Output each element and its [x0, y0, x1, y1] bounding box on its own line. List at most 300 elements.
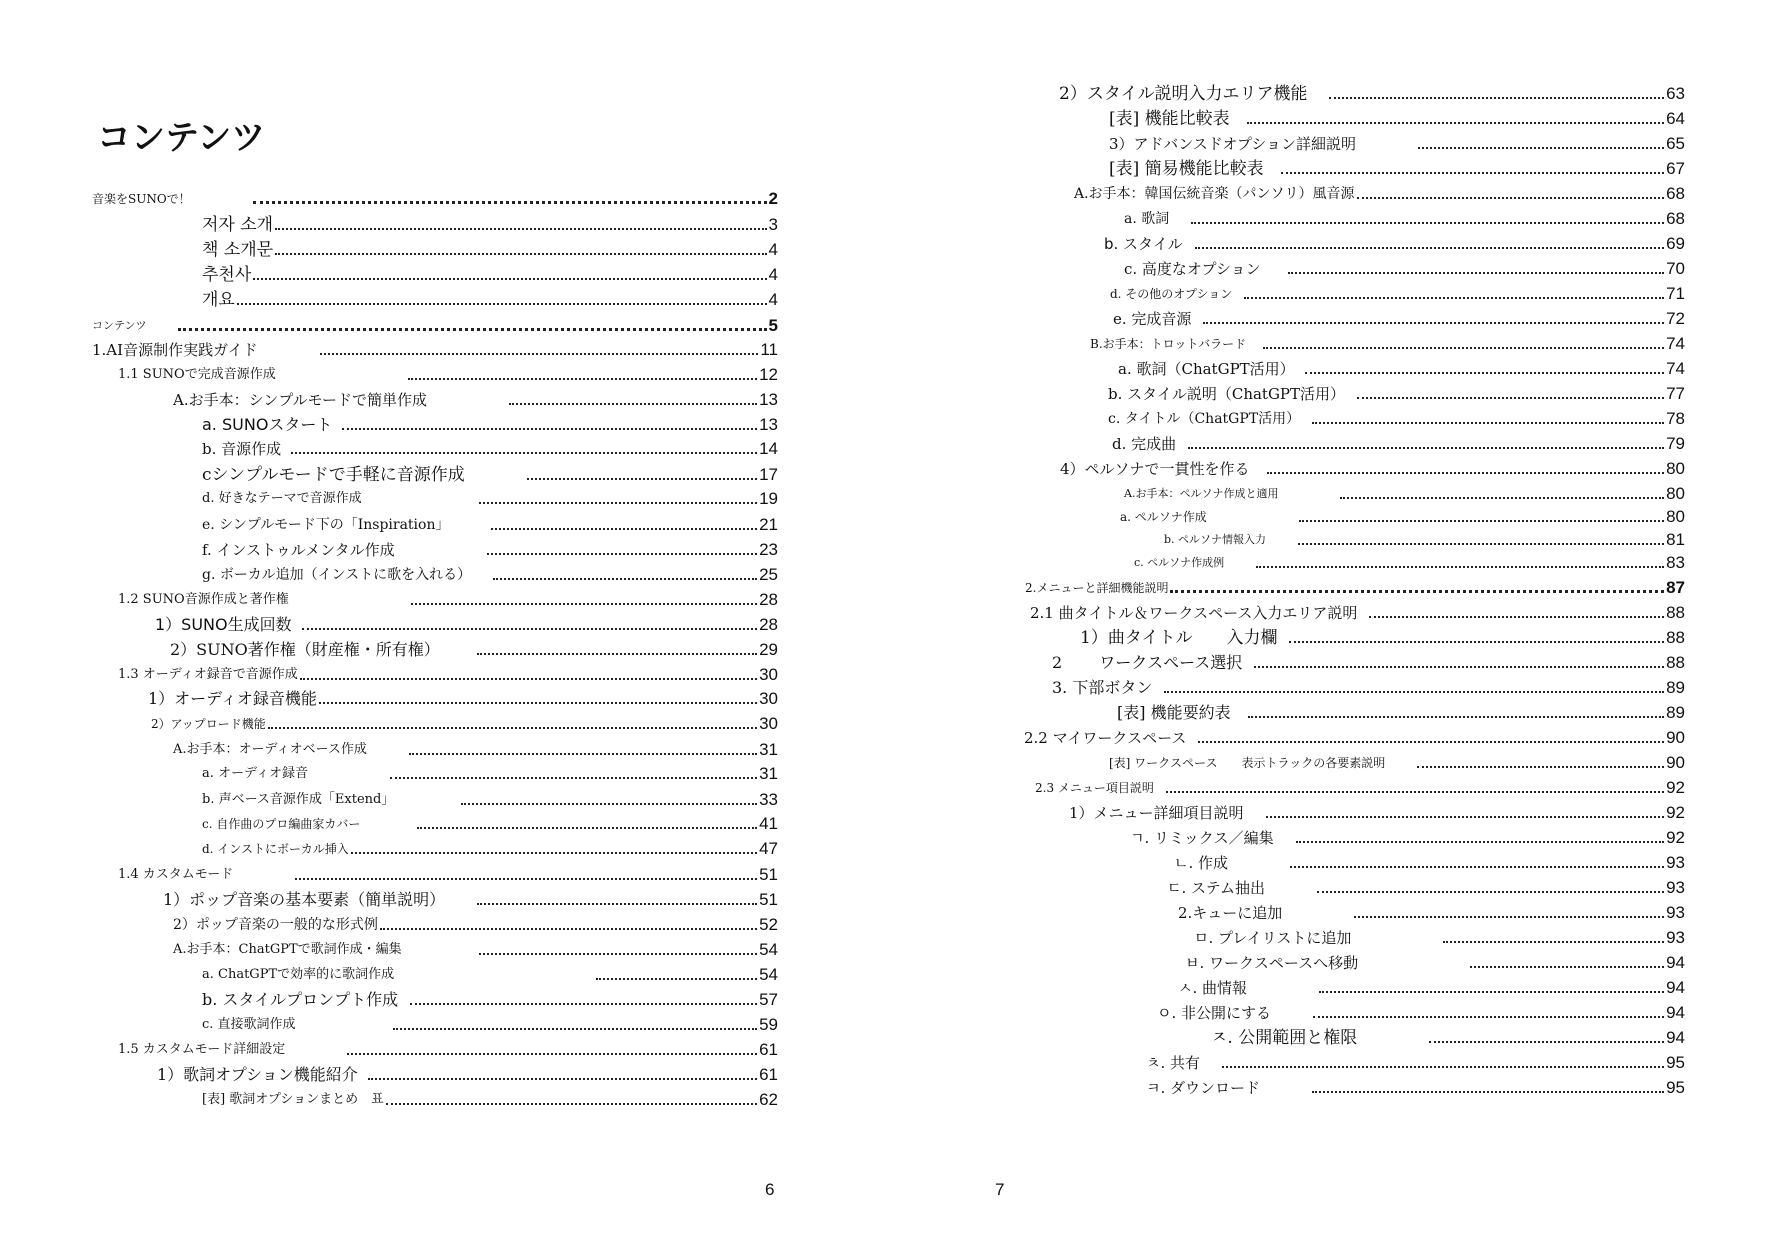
toc-entry[interactable]	[155, 611, 778, 635]
toc-entry-title: b. スタイル	[1104, 235, 1183, 253]
toc-entry[interactable]	[202, 810, 778, 834]
toc-page-number: 95	[1666, 1078, 1685, 1097]
toc-entry-title: 2.3 メニュー項目説明	[1035, 781, 1154, 795]
toc-dot-leader	[380, 928, 757, 930]
toc-entry[interactable]	[1110, 280, 1685, 304]
toc-entry[interactable]	[202, 536, 778, 560]
toc-entry[interactable]	[173, 936, 778, 960]
toc-entry-title: 1.3 オーディオ録音で音源作成	[118, 667, 298, 682]
toc-entry-title: a. SUNOスタート	[202, 415, 333, 434]
toc-page-number: 28	[759, 590, 778, 609]
toc-entry-title: B.お手本：トロットバラード	[1090, 337, 1247, 351]
toc-dot-leader	[319, 702, 757, 704]
toc-page-number: 67	[1666, 159, 1685, 178]
toc-entry-title: 1）SUNO生成回数	[155, 615, 292, 634]
toc-entry-title: 2）アップロード機能	[151, 717, 266, 731]
toc-entry-title: [表] 機能要約表	[1117, 703, 1231, 722]
toc-dot-leader	[237, 303, 767, 305]
toc-page-number: 94	[1666, 978, 1685, 997]
toc-dot-leader	[1289, 641, 1664, 643]
toc-dot-leader	[1312, 1091, 1664, 1093]
toc-page-number: 51	[759, 865, 778, 884]
toc-entry[interactable]	[170, 636, 778, 660]
toc-page-number: 93	[1666, 903, 1685, 922]
toc-entry[interactable]	[1080, 624, 1685, 648]
toc-entry-title: c. 直接歌詞作成	[202, 1017, 296, 1032]
toc-dot-leader	[342, 428, 757, 430]
toc-page-number: 81	[1666, 530, 1685, 549]
toc-entry-title: e. 完成音源	[1113, 310, 1192, 328]
toc-page-number: 89	[1666, 678, 1685, 697]
toc-page-number: 92	[1666, 778, 1685, 797]
toc-dot-leader	[1357, 397, 1664, 399]
toc-page-number: 12	[759, 365, 778, 384]
toc-dot-leader	[527, 478, 757, 480]
toc-page-number: 25	[759, 565, 778, 584]
toc-entry-title: 2.1 曲タイトル＆ワークスペース入力エリア説明	[1030, 604, 1358, 622]
toc-entry-title: 1.AI音源制作実践ガイド	[92, 341, 258, 359]
toc-entry[interactable]	[202, 236, 778, 260]
toc-page-number: 30	[759, 665, 778, 684]
toc-entry[interactable]	[118, 361, 778, 385]
toc-entry[interactable]	[173, 736, 778, 760]
toc-dot-leader	[1191, 222, 1664, 224]
toc-dot-leader	[479, 502, 757, 504]
toc-entry[interactable]	[202, 511, 778, 535]
toc-entry[interactable]	[1059, 80, 1685, 104]
toc-entry-title: d. インストにボーカル挿入	[202, 842, 349, 856]
toc-entry[interactable]	[202, 435, 778, 459]
toc-entry-title: 1.1 SUNOで完成音源作成	[118, 367, 276, 382]
toc-page-number: 70	[1666, 259, 1685, 278]
toc-entry[interactable]	[1211, 1024, 1685, 1048]
toc-dot-leader	[320, 353, 759, 355]
toc-dot-leader	[1340, 497, 1664, 499]
toc-entry-title: 1.5 カスタムモード詳細設定	[118, 1042, 286, 1057]
toc-entry[interactable]	[202, 485, 778, 509]
toc-entry[interactable]	[1194, 924, 1685, 948]
toc-dot-leader	[1369, 616, 1664, 618]
toc-page-number: 71	[1666, 284, 1685, 303]
toc-dot-leader	[1288, 272, 1664, 274]
toc-entry-title: e. シンプルモード下の「Inspiration」	[202, 517, 450, 533]
toc-page-number: 94	[1666, 1003, 1685, 1022]
toc-dot-leader	[1305, 372, 1664, 374]
toc-page-number: 51	[759, 890, 778, 909]
toc-page-number: 33	[759, 790, 778, 809]
toc-entry[interactable]	[1074, 180, 1685, 204]
toc-entry-title: 2）ポップ音楽の一般的な形式例	[173, 917, 378, 933]
toc-entry-title: a. オーディオ録音	[202, 766, 308, 781]
toc-dot-leader	[410, 1003, 757, 1005]
toc-dot-leader	[461, 803, 757, 805]
toc-dot-leader	[1296, 841, 1665, 843]
toc-entry[interactable]	[1104, 230, 1685, 254]
toc-entry[interactable]	[163, 886, 778, 910]
toc-page-number: 90	[1666, 728, 1685, 747]
toc-dot-leader	[1166, 791, 1664, 793]
toc-entry[interactable]	[1167, 874, 1685, 898]
toc-dot-leader	[1188, 447, 1664, 449]
toc-entry[interactable]	[92, 185, 778, 209]
toc-page-number: 5	[768, 316, 778, 335]
toc-page-number: 57	[759, 990, 778, 1009]
toc-page-number: 92	[1666, 828, 1685, 847]
toc-entry-title: 3）アドバンスドオプション詳細説明	[1109, 135, 1356, 153]
toc-entry[interactable]	[148, 685, 778, 709]
toc-dot-leader	[1195, 247, 1664, 249]
toc-dot-leader	[1429, 1041, 1664, 1043]
toc-entry[interactable]	[1113, 305, 1685, 329]
toc-entry[interactable]	[118, 661, 778, 685]
toc-dot-leader	[417, 827, 757, 829]
toc-entry[interactable]	[1146, 1074, 1685, 1098]
toc-entry[interactable]	[118, 1036, 778, 1060]
toc-entry[interactable]	[1030, 599, 1685, 623]
toc-page-number: 79	[1666, 434, 1685, 453]
toc-page-number: 72	[1666, 309, 1685, 328]
toc-entry[interactable]	[202, 835, 778, 859]
toc-entry[interactable]	[1164, 526, 1685, 550]
toc-entry-title: ㅊ. 共有	[1146, 1054, 1201, 1072]
toc-dot-leader	[1267, 472, 1665, 474]
toc-entry[interactable]	[1120, 503, 1685, 527]
toc-entry-title: 3. 下部ボタン	[1052, 678, 1153, 697]
toc-dot-leader	[268, 727, 757, 729]
toc-entry-title: A.お手本：オーディオベース作成	[173, 742, 367, 757]
toc-page-number: 62	[759, 1090, 778, 1109]
toc-page-number: 68	[1666, 184, 1685, 203]
toc-page-number: 13	[759, 415, 778, 434]
toc-dot-leader	[479, 953, 757, 955]
toc-entry-title: ㄱ. リミックス／編集	[1130, 829, 1274, 847]
toc-entry[interactable]	[1178, 974, 1685, 998]
toc-entry-title: ㅋ. ダウンロード	[1146, 1079, 1261, 1097]
toc-page-number: 28	[759, 615, 778, 634]
toc-entry[interactable]	[1109, 130, 1685, 154]
toc-page-number: 31	[759, 740, 778, 759]
toc-page-number: 54	[759, 940, 778, 959]
toc-page-number: 13	[759, 390, 778, 409]
toc-entry[interactable]	[202, 411, 778, 435]
toc-entry-title: 2）スタイル説明入力エリア機能	[1059, 84, 1308, 104]
toc-page-number: 78	[1666, 409, 1685, 428]
toc-entry[interactable]	[1090, 330, 1685, 354]
toc-entry[interactable]	[202, 986, 778, 1010]
toc-page-number: 23	[759, 540, 778, 559]
toc-page-number: 63	[1666, 84, 1685, 103]
toc-page-number: 80	[1666, 507, 1685, 526]
toc-entry-title: 2.メニューと詳細機能説明	[1025, 581, 1169, 595]
toc-dot-leader	[1203, 322, 1664, 324]
toc-page-number: 94	[1666, 1028, 1685, 1047]
toc-dot-leader	[596, 978, 757, 980]
toc-entry-title: ㅇ. 非公開にする	[1157, 1004, 1272, 1022]
toc-entry[interactable]	[1174, 849, 1685, 873]
toc-entry-title: b. スタイル説明（ChatGPT活用）	[1108, 385, 1346, 403]
toc-page-number: 41	[759, 814, 778, 833]
toc-entry-title: a. 歌詞（ChatGPT活用）	[1118, 360, 1295, 378]
toc-dot-leader	[1329, 97, 1664, 99]
toc-dot-leader	[390, 777, 757, 779]
toc-dot-leader	[1313, 1016, 1664, 1018]
toc-entry-title: c. ペルソナ作成例	[1134, 556, 1225, 569]
toc-entry-title: 1）オーディオ録音機能	[148, 689, 317, 708]
toc-dot-leader	[1418, 147, 1664, 149]
toc-dot-leader	[351, 852, 757, 854]
toc-dot-leader	[1317, 891, 1664, 893]
toc-page-number: 93	[1666, 853, 1685, 872]
toc-entry[interactable]	[1178, 899, 1685, 923]
toc-entry[interactable]	[202, 760, 778, 784]
toc-page-number: 29	[759, 640, 778, 659]
toc-entry[interactable]	[1185, 949, 1685, 973]
toc-entry-title: A.お手本：ChatGPTで歌詞作成・編集	[173, 942, 402, 957]
toc-entry[interactable]	[118, 861, 778, 885]
toc-page-number: 61	[759, 1040, 778, 1059]
toc-page-number: 54	[759, 965, 778, 984]
toc-dot-leader	[393, 1028, 758, 1030]
toc-page-number: 59	[759, 1015, 778, 1034]
toc-page-number: 68	[1666, 209, 1685, 228]
toc-entry-title: 4）ペルソナで一貫性を作る	[1060, 460, 1250, 478]
toc-entry-title: cシンプルモードで手軽に音源作成	[202, 465, 465, 485]
toc-entry[interactable]	[92, 336, 778, 360]
toc-page-number: 95	[1666, 1053, 1685, 1072]
toc-entry-title: 2）SUNO著作権（財産権・所有権）	[170, 640, 440, 659]
toc-entry[interactable]	[1025, 574, 1685, 598]
toc-entry[interactable]	[1109, 155, 1685, 179]
toc-page-number: 64	[1666, 109, 1685, 128]
toc-dot-leader	[1312, 422, 1664, 424]
toc-entry[interactable]	[202, 211, 778, 235]
toc-entry[interactable]	[1124, 480, 1685, 504]
toc-page-number: 4	[768, 265, 778, 284]
toc-dot-leader	[1247, 122, 1664, 124]
toc-dot-leader	[1299, 520, 1664, 522]
toc-entry-title: [表] 歌詞オプションまとめ 표	[202, 1092, 384, 1107]
toc-dot-leader	[1354, 916, 1664, 918]
toc-dot-leader	[386, 1103, 757, 1105]
toc-entry-title: b. ペルソナ情報入力	[1164, 533, 1267, 546]
toc-entry[interactable]	[1109, 105, 1685, 129]
toc-entry[interactable]	[1035, 774, 1685, 798]
toc-entry[interactable]	[202, 786, 778, 810]
toc-entry-title: d. 完成曲	[1112, 435, 1177, 453]
toc-entry[interactable]	[202, 286, 778, 310]
toc-dot-leader	[409, 753, 757, 755]
toc-entry-title: 1.2 SUNO音源作成と著作権	[118, 592, 289, 607]
toc-entry[interactable]	[1060, 455, 1685, 479]
toc-dot-leader	[1470, 966, 1664, 968]
toc-entry-title: コンテンツ	[92, 319, 147, 332]
toc-dot-leader	[275, 253, 766, 255]
toc-entry-title: b. 音源作成	[202, 440, 282, 458]
toc-page-number: 74	[1666, 334, 1685, 353]
toc-dot-leader	[295, 878, 757, 880]
left-page	[0, 0, 884, 1239]
toc-entry-title: A.お手本：韓国伝統音楽（パンソリ）風音源	[1074, 186, 1355, 202]
toc-page-number: 93	[1666, 878, 1685, 897]
toc-entry-title: d. 好きなテーマで音源作成	[202, 491, 362, 506]
toc-page-number: 3	[768, 215, 778, 234]
toc-entry[interactable]	[1024, 724, 1685, 748]
toc-entry[interactable]	[173, 911, 778, 935]
toc-dot-leader	[1170, 590, 1664, 593]
toc-entry-title: 추천사	[202, 265, 252, 285]
toc-entry[interactable]	[173, 386, 778, 410]
toc-entry[interactable]	[1052, 674, 1685, 698]
toc-dot-leader	[408, 378, 757, 380]
toc-page-number: 74	[1666, 359, 1685, 378]
toc-page-number: 4	[768, 290, 778, 309]
toc-entry-title: d. その他のオプション	[1110, 287, 1233, 301]
toc-page-number: 30	[759, 689, 778, 708]
toc-entry[interactable]	[202, 961, 778, 985]
toc-entry-title: A.お手本：シンプルモードで簡単作成	[173, 391, 428, 409]
toc-page-number: 93	[1666, 928, 1685, 947]
toc-entry[interactable]	[157, 1061, 778, 1085]
toc-entry[interactable]	[202, 461, 778, 485]
toc-page-number: 4	[768, 240, 778, 259]
toc-dot-leader	[509, 403, 757, 405]
toc-dot-leader	[1319, 991, 1664, 993]
toc-entry-title: 개요	[202, 290, 235, 310]
toc-entry-title: 책 소개문	[202, 240, 274, 260]
toc-dot-leader	[1417, 766, 1664, 768]
toc-dot-leader	[347, 1053, 757, 1055]
toc-page-number: 88	[1666, 603, 1685, 622]
toc-entry-title: 音楽をSUNOで！	[92, 192, 191, 206]
toc-entry-title: ㄴ. 作成	[1174, 854, 1229, 872]
toc-page-number: 83	[1666, 553, 1685, 572]
toc-entry-title: 1）歌詞オプション機能紹介	[157, 1065, 358, 1084]
toc-entry[interactable]	[202, 561, 778, 585]
toc-dot-leader	[178, 328, 766, 331]
toc-page-number: 92	[1666, 803, 1685, 822]
toc-entry-title: 1）ポップ音楽の基本要素（簡単説明）	[163, 890, 446, 909]
toc-entry[interactable]	[1108, 405, 1685, 429]
right-page	[884, 0, 1769, 1239]
toc-entry-title: 1.4 カスタムモード	[118, 867, 234, 882]
toc-dot-leader	[411, 603, 757, 605]
toc-entry-title: ㅈ. 公開範囲と権限	[1211, 1028, 1358, 1048]
toc-entry-title: a. ChatGPTで効率的に歌詞作成	[202, 967, 395, 982]
toc-page-number: 87	[1666, 578, 1685, 597]
toc-dot-leader	[1222, 1066, 1664, 1068]
toc-entry-title: 1）曲タイトル 入力欄	[1080, 628, 1278, 648]
toc-dot-leader	[291, 452, 757, 454]
toc-page-number: 88	[1666, 628, 1685, 647]
toc-entry[interactable]	[151, 710, 778, 734]
toc-page-number: 52	[759, 915, 778, 934]
toc-page-number: 77	[1666, 384, 1685, 403]
toc-entry[interactable]	[1124, 255, 1685, 279]
toc-dot-leader	[493, 578, 757, 580]
toc-entry[interactable]	[1052, 649, 1685, 673]
toc-page-number: 31	[759, 764, 778, 783]
toc-entry[interactable]	[1134, 549, 1685, 573]
toc-page-number: 14	[759, 439, 778, 458]
toc-entry-title: [表] 機能比較表	[1109, 109, 1230, 129]
toc-dot-leader	[1198, 741, 1664, 743]
toc-dot-leader	[253, 278, 766, 280]
page-number-left: 6	[765, 1180, 775, 1199]
page-number-right: 7	[995, 1180, 1005, 1199]
toc-entry-title: 저자 소개	[202, 215, 274, 235]
toc-entry-title: c. 高度なオプション	[1124, 260, 1261, 278]
toc-page-number: 30	[759, 714, 778, 733]
toc-entry[interactable]	[118, 586, 778, 610]
toc-entry-title: 2.キューに追加	[1178, 904, 1283, 922]
toc-dot-leader	[491, 528, 757, 530]
toc-dot-leader	[477, 903, 757, 905]
toc-page-number: 61	[759, 1065, 778, 1084]
toc-entry-title: ㅅ. 曲情報	[1178, 979, 1248, 997]
toc-entry[interactable]	[202, 1086, 778, 1110]
toc-dot-leader	[1298, 543, 1664, 545]
toc-entry-title: 1）メニュー詳細項目説明	[1069, 804, 1244, 822]
toc-entry[interactable]	[1112, 430, 1685, 454]
toc-entry-title: [表] ワークスペース 表示トラックの各要素説明	[1109, 756, 1386, 770]
toc-dot-leader	[1357, 197, 1665, 199]
toc-dot-leader	[1281, 172, 1664, 174]
toc-page-number: 88	[1666, 653, 1685, 672]
toc-page-number: 2	[768, 189, 778, 208]
toc-entry-title: ㅂ. ワークスペースへ移動	[1185, 954, 1359, 972]
toc-dot-leader	[300, 678, 757, 680]
toc-dot-leader	[253, 201, 767, 204]
toc-entry[interactable]	[1069, 799, 1685, 823]
toc-page-number: 47	[759, 839, 778, 858]
toc-dot-leader	[302, 628, 757, 630]
toc-page-number: 89	[1666, 703, 1685, 722]
toc-entry[interactable]	[1146, 1049, 1685, 1073]
toc-entry-title: b. スタイルプロンプト作成	[202, 990, 399, 1009]
toc-entry[interactable]	[1118, 355, 1685, 379]
toc-entry[interactable]	[1130, 824, 1685, 848]
toc-dot-leader	[275, 228, 766, 230]
toc-dot-leader	[1256, 566, 1664, 568]
toc-page-number: 80	[1666, 484, 1685, 503]
toc-dot-leader	[1290, 866, 1664, 868]
toc-entry[interactable]	[1108, 380, 1685, 404]
toc-entry-title: c. 自作曲のプロ編曲家カバー	[202, 817, 361, 831]
toc-entry[interactable]	[1157, 999, 1685, 1023]
toc-dot-leader	[1248, 716, 1665, 718]
toc-entry[interactable]	[202, 1011, 778, 1035]
toc-entry-title: [表] 簡易機能比較表	[1109, 159, 1264, 179]
toc-dot-leader	[368, 1078, 757, 1080]
toc-entry[interactable]	[202, 261, 778, 285]
toc-entry-title: A.お手本：ペルソナ作成と適用	[1124, 487, 1279, 500]
toc-entry-title: ㄷ. ステム抽出	[1167, 879, 1265, 897]
toc-entry-title: a. ペルソナ作成	[1120, 510, 1207, 524]
toc-page-number: 11	[760, 340, 778, 359]
toc-entry[interactable]	[92, 312, 778, 336]
toc-dot-leader	[1164, 691, 1664, 693]
toc-dot-leader	[1266, 816, 1665, 818]
toc-page-number: 21	[759, 515, 778, 534]
toc-dot-leader	[1443, 941, 1664, 943]
toc-page-number: 65	[1666, 134, 1685, 153]
toc-entry[interactable]	[1124, 205, 1685, 229]
toc-dot-leader	[1244, 297, 1664, 299]
toc-entry[interactable]	[1117, 699, 1685, 723]
toc-entry[interactable]	[1109, 749, 1685, 773]
toc-page-number: 69	[1666, 234, 1685, 253]
toc-dot-leader	[477, 653, 757, 655]
